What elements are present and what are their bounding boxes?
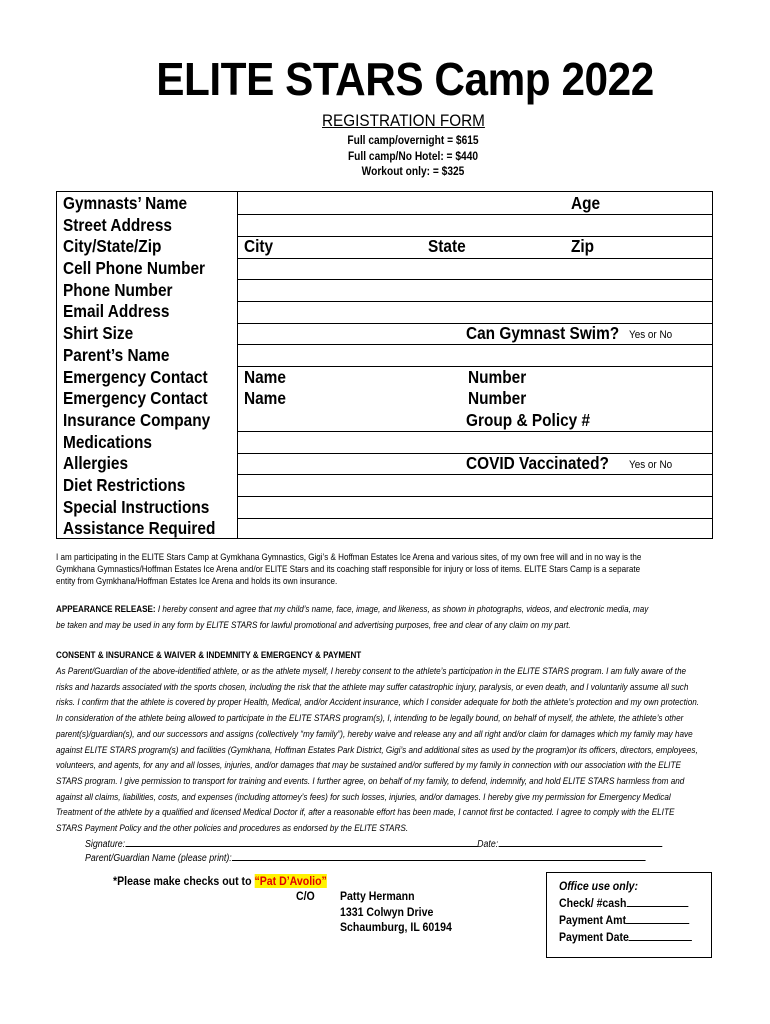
- office-amount-row: Payment Amt: [559, 911, 693, 928]
- group-policy-label[interactable]: Group & Policy #: [466, 410, 591, 430]
- signature-row: [85, 836, 662, 850]
- price-no-hotel: Full camp/No Hotel: = $440: [347, 149, 479, 163]
- parent-print-row: [85, 850, 645, 864]
- emergency-name-2[interactable]: Name: [244, 388, 286, 408]
- parent-print-line[interactable]: [232, 850, 646, 861]
- label-insurance: Insurance Company: [63, 410, 211, 430]
- address-line: Patty Hermann: [340, 889, 415, 903]
- covid-question: COVID Vaccinated?: [466, 453, 609, 473]
- office-date-row: Payment Date: [559, 928, 693, 945]
- label-cell-phone: Cell Phone Number: [63, 258, 206, 278]
- emergency-number-2[interactable]: Number: [468, 388, 527, 408]
- label-special-instructions: Special Instructions: [63, 497, 210, 517]
- label-assistance: Assistance Required: [63, 518, 216, 538]
- column-divider: [237, 192, 238, 538]
- office-use-box: [546, 872, 712, 958]
- label-medications: Medications: [63, 432, 153, 452]
- emergency-number-1[interactable]: Number: [468, 367, 527, 387]
- address-line: 1331 Colwyn Drive: [340, 904, 434, 919]
- consent-line: parent(s)/guardian(s), and our successors and assigns (collectively “my family”), hereby waive and release any and all right and/or claim for damages which my family may have: [56, 728, 693, 740]
- appearance-release: [56, 602, 651, 634]
- price-full-camp: Full camp/overnight = $615: [347, 133, 479, 147]
- swim-question: Can Gymnast Swim?: [466, 323, 620, 343]
- parent-print-label: Parent/Guardian Name (please print):: [85, 853, 232, 864]
- consent-line: As Parent/Guardian of the above-identified athlete, or as the athlete myself, I hereby consent to the athlete’s participation in the ELITE STARS program. I am fully aware of the: [56, 666, 687, 677]
- city-field-label[interactable]: City: [244, 236, 274, 256]
- state-field-label[interactable]: State: [428, 236, 466, 256]
- address-line: Schaumburg, IL 60194: [340, 920, 452, 934]
- label-emergency-contact-2: Emergency Contact: [63, 388, 208, 408]
- care-of: C/O: [296, 889, 315, 903]
- office-check-row: Check/ #cash: [559, 894, 693, 911]
- swim-options[interactable]: Yes or No: [629, 329, 673, 341]
- date-line[interactable]: [498, 836, 662, 847]
- appearance-heading: APPEARANCE RELEASE:: [56, 604, 156, 615]
- checks-instruction: [113, 874, 327, 888]
- age-field-label[interactable]: Age: [571, 193, 601, 213]
- label-phone: Phone Number: [63, 280, 173, 300]
- label-allergies: Allergies: [63, 453, 129, 473]
- registration-table: [56, 191, 713, 539]
- checks-text: *Please make checks out to: [113, 874, 255, 888]
- label-diet: Diet Restrictions: [63, 475, 186, 495]
- label-gymnast-name: Gymnasts’ Name: [63, 193, 188, 213]
- consent-line: volunteers, and agents, for any and all losses, injuries, and/or damages that may be sustained and/or suffered by my family in connection with our association with the ELITE: [56, 760, 681, 772]
- page-title: ELITE STARS Camp 2022: [156, 53, 654, 105]
- consent-line: against all claims, liabilities, costs, and expenses (including attorney’s fees) for such losses, injuries, and/or damages. I hereby give my permission for Emergency Medical: [56, 791, 671, 803]
- appearance-text: I hereby consent and agree that my child’s name, face, image, and likeness, as shown in photographs, videos, and electronic media, may be taken and may be used in any form by ELITE STARS for lawful promotional and advertising purposes, free and clear of any claim on my part.: [56, 604, 649, 631]
- label-street-address: Street Address: [63, 215, 172, 235]
- date-label: Date:: [477, 839, 499, 850]
- zip-field-label[interactable]: Zip: [571, 236, 595, 256]
- consent-line: against ELITE STARS program(s) and facilities (Gymkhana, Hoffman Estates Park District, Gigi’s and additional sites as used by the program)or its officers, directors, employees,: [56, 744, 698, 756]
- signature-line[interactable]: [125, 836, 477, 847]
- consent-line: risks. I confirm that the athlete is covered by proper Health, Medical, and/or Accident insurance, which I consider adequate for both the athlete’s protection and my own protection.: [56, 697, 700, 709]
- signature-label: Signature:: [85, 839, 126, 850]
- emergency-name-1[interactable]: Name: [244, 367, 286, 387]
- consent-line: Treatment of the athlete by a qualified and licensed Medical Doctor if, after a reasonable effort has been made, I cannot first be contacted. I agree to comply with the ELITE: [56, 807, 675, 819]
- participation-statement: I am participating in the ELITE Stars Camp at Gymkhana Gymnastics, Gigi’s & Hoffman Estates Ice Arena and various sites, of my own free will and in no way is the Gymkhana Gymnastics/Hoffman Estates Ice Arena and/or ELITE Stars and its coaching staff responsible for injury or loss of items. ELITE Stars Camp is a separate entity from Gymkhana/Hoffman Estates Ice Arena and holds its own insurance.: [56, 552, 642, 587]
- consent-line: STARS program. I give permission to transport for training and events. I further agree, on behalf of my family, to defend, indemnify, and hold ELITE STARS harmless from and: [56, 775, 685, 787]
- consent-line: STARS Payment Policy and the other policies and procedures as endorsed by the ELITE STARS.: [56, 823, 409, 835]
- label-city-state-zip: City/State/Zip: [63, 236, 162, 256]
- consent-line: In consideration of the athlete being allowed to participate in the ELITE STARS program(s), I, intending to be legally bound, on behalf of myself, the athlete, the athlete’s other: [56, 713, 684, 725]
- label-shirt-size: Shirt Size: [63, 323, 134, 343]
- covid-options[interactable]: Yes or No: [629, 459, 673, 471]
- consent-heading: CONSENT & INSURANCE & WAIVER & INDEMNITY & EMERGENCY & PAYMENT: [56, 650, 362, 661]
- price-workout: Workout only: = $325: [361, 164, 465, 178]
- office-heading: Office use only:: [559, 879, 639, 893]
- form-subtitle: REGISTRATION FORM: [322, 111, 485, 130]
- label-parent-name: Parent’s Name: [63, 345, 170, 365]
- consent-text: [56, 664, 710, 837]
- consent-line: risks and hazards associated with the sports chosen, including the risk that the athlete may suffer catastrophic injury, paralysis, or even death, and I voluntarily assume all such: [56, 681, 689, 693]
- payee-name: “Pat D’Avolio”: [254, 874, 327, 888]
- label-email: Email Address: [63, 301, 170, 321]
- mailing-address: [340, 889, 452, 936]
- label-emergency-contact-1: Emergency Contact: [63, 367, 208, 387]
